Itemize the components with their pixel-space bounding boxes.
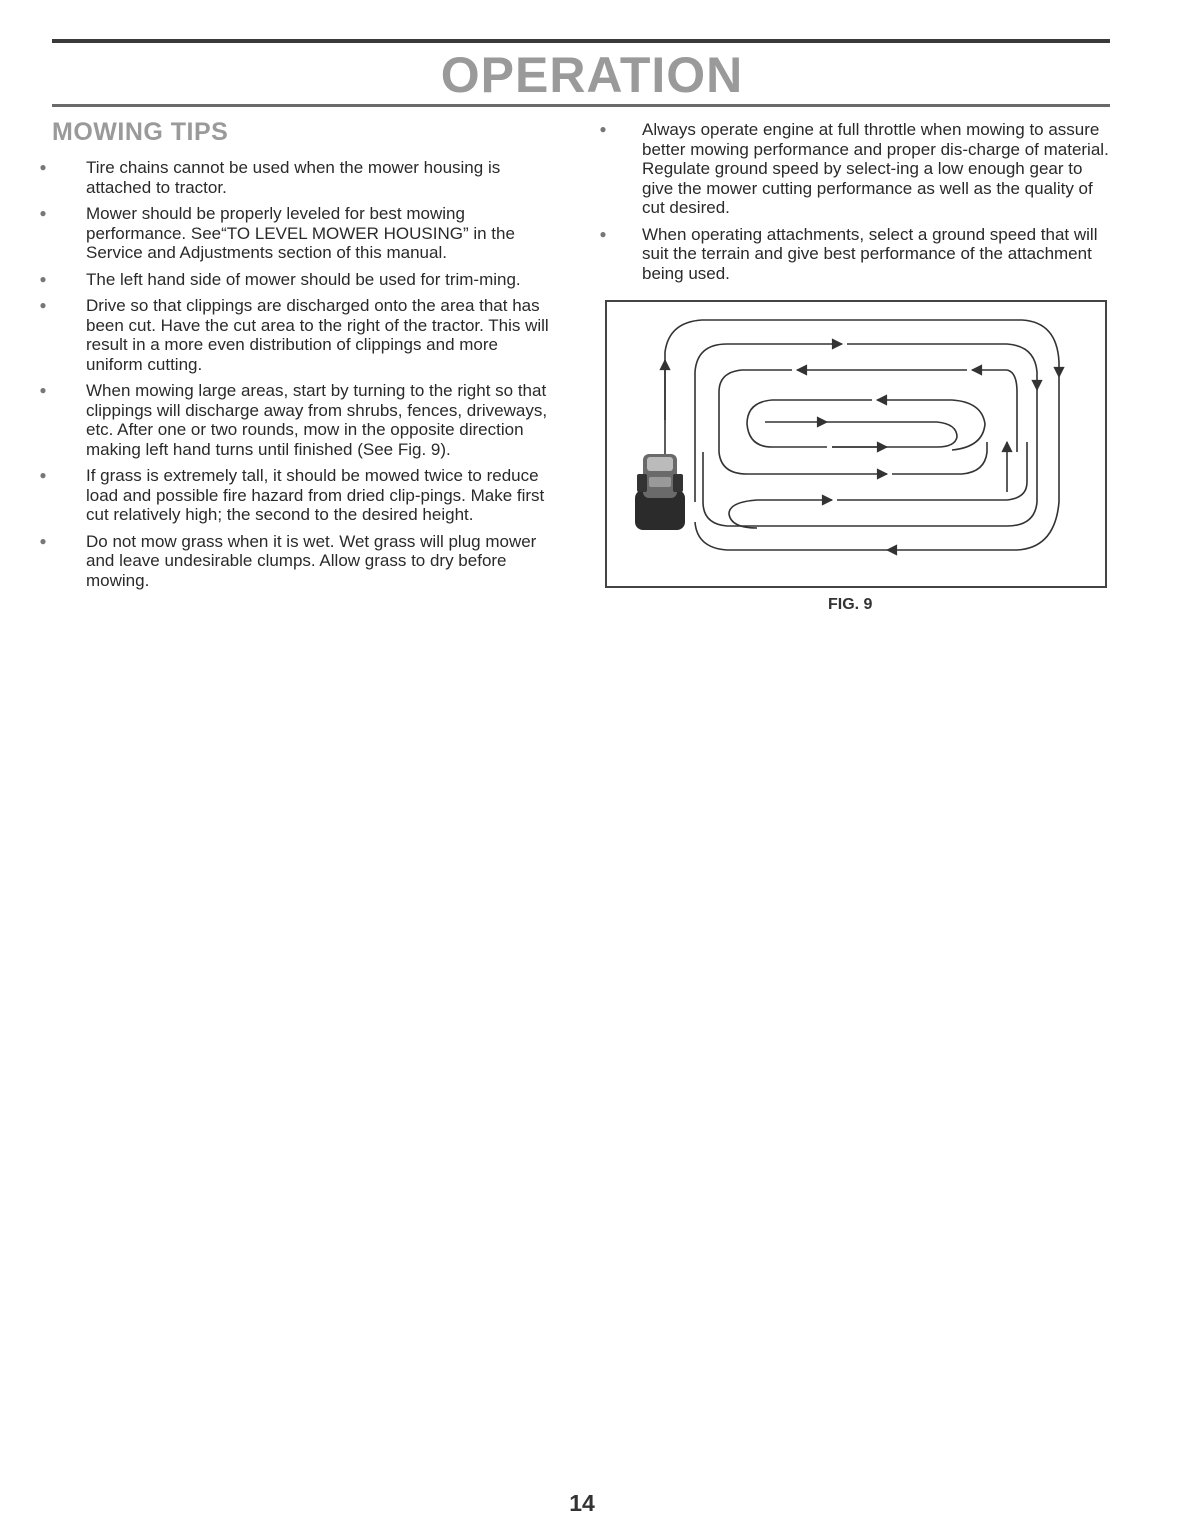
bullet-icon: ● (39, 271, 47, 286)
inner-loop-top-left (747, 400, 872, 447)
bullet-icon: ● (599, 226, 607, 241)
tip-text: When mowing large areas, start by turning to the right so that clippings will discharge away from shrubs, fences, driveways, etc. After one or two rounds, mow in the opposite direction making left hand turns until finished (See Fig. 9). (86, 381, 548, 459)
tip-text: Always operate engine at full throttle when mowing to assure better mowing performance and proper dis-charge of material. Regulate ground speed by select-ing a low enough gear to give the mower cutting performance as well as the quality of cut desired. (642, 120, 1109, 217)
tip-text: Tire chains cannot be used when the mower housing is attached to tractor. (86, 158, 501, 197)
mowing-pattern-figure (605, 300, 1107, 588)
tip-text: The left hand side of mower should be used for trim-ming. (86, 269, 521, 289)
list-item (38, 296, 558, 374)
list-item (38, 204, 558, 263)
bullet-icon: ● (39, 383, 47, 397)
list-item (38, 381, 558, 459)
list-item (38, 532, 558, 591)
list-item (597, 225, 1113, 284)
outer-path (665, 320, 1059, 397)
second-loop-right (703, 390, 1037, 526)
page-number: 14 (569, 1490, 595, 1516)
tip-text: If grass is extremely tall, it should be mowed twice to reduce load and possible fire hazard from dried clip-pings. Make first cut relatively high; the second to the desired height. (86, 466, 545, 524)
list-item (38, 158, 558, 197)
mowing-pattern-diagram (607, 302, 1105, 586)
third-loop-left (719, 370, 792, 452)
list-item (597, 120, 1113, 218)
outer-bottom (937, 377, 1059, 550)
second-loop-top (695, 344, 842, 502)
list-item (38, 270, 558, 290)
bullet-icon: ● (39, 206, 47, 220)
figure-caption: FIG. 9 (828, 596, 873, 613)
title-underline (52, 104, 1110, 107)
inner-loop-right (827, 422, 957, 447)
third-loop-bottom (719, 452, 887, 474)
top-rule (52, 39, 1110, 43)
bottom-lane-right (837, 442, 1027, 500)
bullet-icon: ● (39, 468, 47, 482)
bullet-icon: ● (599, 122, 607, 136)
tractor-icon (635, 454, 685, 530)
bullet-icon: ● (39, 298, 47, 312)
tip-text: When operating attachments, select a ground speed that will suit the terrain and give best performance of the attachment being used. (642, 224, 1098, 283)
left-tips-list (38, 158, 558, 597)
bullet-icon: ● (39, 533, 47, 548)
list-item (38, 466, 558, 525)
tip-text: Drive so that clippings are discharged onto the area that has been cut. Have the cut area to the right of the tractor. This will result in a more even distribution of clippings and more uniform cutting. (86, 296, 549, 374)
bottom-lane-left (729, 500, 757, 528)
bullet-icon: ● (39, 160, 47, 174)
inner-loop-outer-right (952, 400, 985, 450)
tip-text: Do not mow grass when it is wet. Wet grass will plug mower and leave undesirable clumps. Allow grass to dry before mowing. (86, 531, 537, 590)
page-title: OPERATION (440, 47, 744, 103)
third-loop-right (1007, 370, 1017, 452)
tip-text: Mower should be properly leveled for best mowing performance. See“TO LEVEL MOWER HOUSING” in the Service and Adjustments section of this manual. (86, 204, 515, 262)
second-loop-top-right (847, 344, 1037, 390)
right-tips-list (597, 120, 1113, 290)
section-heading: MOWING TIPS (52, 118, 229, 146)
